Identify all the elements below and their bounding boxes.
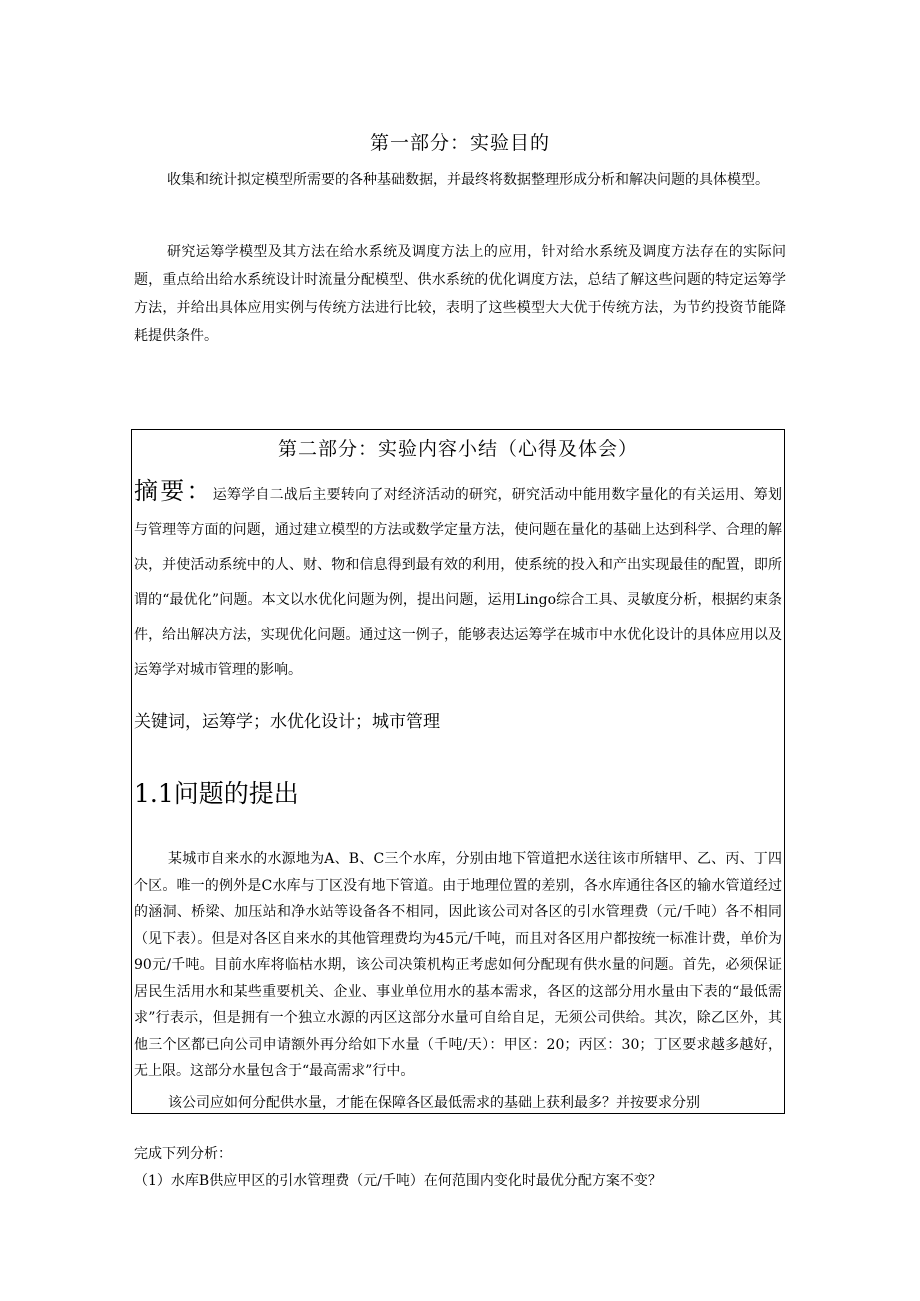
- part1-title: 第一部分：实验目的: [369, 132, 550, 154]
- abstract-label: 摘要：: [134, 477, 213, 505]
- problem-paragraph: 某城市自来水的水源地为A、B、C三个水库，分别由地下管道把水送往该市所辖甲、乙、丙、丁四个区。唯一的例外是C水库与丁区没有地下管道。由于地理位置的差别，各水库通往各区的输水管道经过的涵洞、桥梁、加压站和净水站等设备各不相同，因此该公司对各区的引水管理费（元/千吨）各不相同（见下表）。但是对各区自来水的其他管理费均为45元/千吨，而且对各区用户都按统一标准计费，单价为90元/千吨。目前水库将临枯水期，该公司决策机构正考虑如何分配现有供水量的问题。首先，必须保证居民生活用水和某些重要机关、企业、事业单位用水的基本需求，各区的这部分用水量由下表的“最低需求”行表示，但是拥有一个独立水源的丙区这部分水量可自给自足，无须公司供给。其次，除乙区外，其他三个区都已向公司申请额外再分给如下水量（千吨/天）：甲区：20；丙区：30；丁区要求越多越好，无上限。这部分水量包含于“最高需求”行中。: [134, 851, 782, 1079]
- question-line: 该公司应如何分配供水量，才能在保障各区最低需求的基础上获利最多？并按要求分别: [168, 1095, 700, 1111]
- section-heading: 1.1问题的提出: [134, 779, 299, 808]
- part2-title: 第二部分：实验内容小结（心得及体会）: [277, 438, 638, 460]
- part2-box: [131, 429, 785, 1114]
- part1-paragraph-1: 收集和统计拟定模型所需要的各种基础数据，并最终将数据整理形成分析和解决问题的具体模型。: [167, 172, 769, 188]
- abstract: [134, 474, 782, 688]
- part1-paragraph-2: 研究运筹学模型及其方法在给水系统及调度方法上的应用，针对给水系统及调度方法存在的实际问题，重点给出给水系统设计时流量分配模型、供水系统的优化调度方法，总结了解这些问题的特定运筹学方法，并给出具体应用实例与传统方法进行比较，表明了这些模型大大优于传统方法，为节约投资节能降耗提供条件。: [134, 244, 786, 344]
- analysis-question-1: （1）水库B供应甲区的引水管理费（元/千吨）在何范围内变化时最优分配方案不变？: [134, 1173, 662, 1189]
- abstract-text: 运筹学自二战后主要转向了对经济活动的研究，研究活动中能用数字量化的有关运用、筹划与管理等方面的问题，通过建立模型的方法或数学定量方法，使问题在量化的基础上达到科学、合理的解决，并使活动系统中的人、财、物和信息得到最有效的利用，使系统的投入和产出实现最佳的配置，即所谓的“最优化”问题。本文以水优化问题为例，提出问题，运用Lingo综合工具、灵敏度分析，根据约束条件，给出解决方法，实现优化问题。通过这一例子，能够表达运筹学在城市中水优化设计的具体应用以及运筹学对城市管理的影响。: [134, 487, 783, 678]
- analysis-intro: 完成下列分析：: [134, 1146, 232, 1162]
- keywords: 关键词，运筹学；水优化设计；城市管理: [134, 712, 440, 732]
